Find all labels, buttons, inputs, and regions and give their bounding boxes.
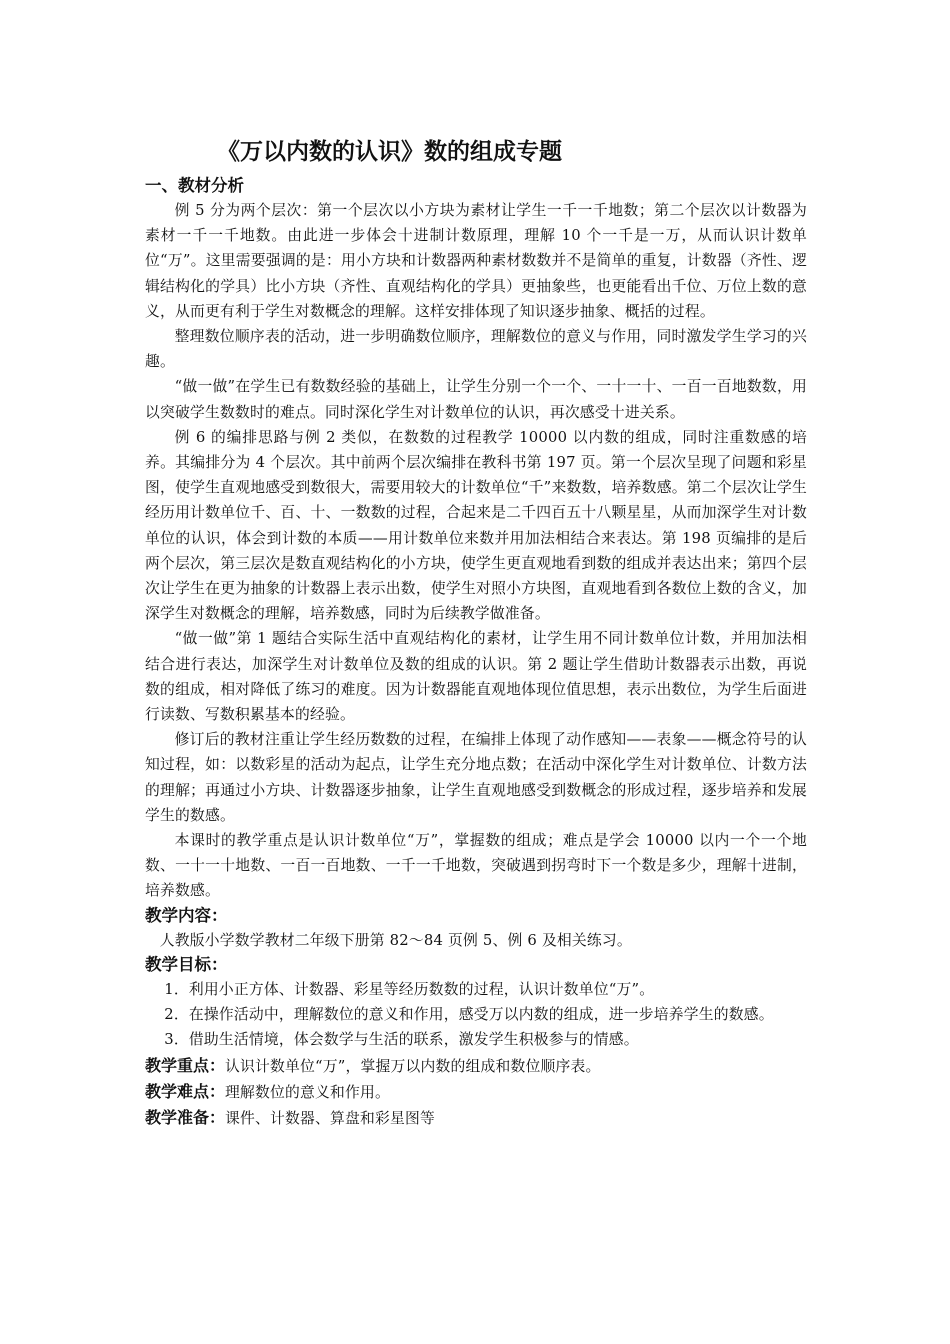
analysis-paragraph-2: 整理数位顺序表的活动，进一步明确数位顺序，理解数位的意义与作用，同时激发学生学习的兴趣。 [145, 328, 807, 371]
teaching-key-point [145, 1053, 807, 1079]
section-heading-analysis: 一、教材分析 [145, 176, 244, 195]
document-title: 《万以内数的认识》数的组成专题 [217, 139, 562, 165]
analysis-paragraph-1: 例 5 分为两个层次：第一个层次以小方块为素材让学生一千一千地数；第二个层次以计数器为素材一千一千地数。由此进一步体会十进制计数原理，理解 10 个一千是一万，从而认识计数单位“万”。这里需要强调的是：用小方块和计数器两种素材数数并不是简单的重复，计数器（齐性、逻辑结构化的学具）比小方块（齐性、直观结构化的学具）更抽象些，也更能看出千位、万位上数的意义，从而更有利于学生对数概念的理解。这样安排体现了知识逐步抽象、概括的过程。 [145, 202, 807, 320]
teaching-content-label: 教学内容： [145, 905, 228, 925]
teaching-prep-text: 课件、计数器、算盘和彩星图等 [225, 1109, 435, 1127]
analysis-paragraph-6: 修订后的教材注重让学生经历数数的过程，在编排上体现了动作感知——表象——概念符号的认知过程，如：以数彩星的活动为起点，让学生充分地点数；在活动中深化学生对计数单位、计数方法的理解；再通过小方块、计数器逐步抽象，让学生直观地感受到数概念的形成过程，逐步培养和发展学生的数感。 [145, 731, 807, 824]
teaching-key-text: 认识计数单位“万”，掌握万以内数的组成和数位顺序表。 [225, 1057, 601, 1075]
analysis-paragraph-7: 本课时的教学重点是认识计数单位“万”，掌握数的组成；难点是学会 10000 以内一个一个地数、一十一十地数、一百一百地数、一千一千地数，突破遇到拐弯时下一个数是多少，理解十进制，培养数感。 [145, 832, 807, 900]
teaching-goal-3: 3．借助生活情境，体会数学与生活的联系，激发学生积极参与的情感。 [164, 1031, 639, 1049]
teaching-goals-label: 教学目标： [145, 954, 228, 974]
analysis-paragraph-5: “做一做”第 1 题结合实际生活中直观结构化的素材，让学生用不同计数单位计数，并用加法相结合进行表达，加深学生对计数单位及数的组成的认识。第 2 题让学生借助计数器表示出数，再说数的组成，相对降低了练习的难度。因为计数器能直观地体现位值思想，表示出数位，为学生后面进行读数、写数积累基本的经验。 [145, 630, 807, 724]
teaching-goal-2: 2．在操作活动中，理解数位的意义和作用，感受万以内数的组成，进一步培养学生的数感。 [164, 1006, 774, 1024]
teaching-difficulty-label: 教学难点： [145, 1081, 226, 1101]
document-page [145, 132, 807, 1131]
teaching-preparation [145, 1105, 807, 1131]
analysis-paragraph-3: “做一做”在学生已有数数经验的基础上，让学生分别一个一个、一十一十、一百一百地数数，用以突破学生数数时的难点。同时深化学生对计数单位的认识，再次感受十进关系。 [145, 378, 807, 421]
teaching-content-text: 人教版小学数学教材二年级下册第 82～84 页例 5、例 6 及相关练习。 [159, 931, 632, 949]
analysis-paragraph-4: 例 6 的编排思路与例 2 类似，在数数的过程教学 10000 以内数的组成，同时注重数感的培养。其编排分为 4 个层次。其中前两个层次编排在教科书第 197 页。第一个层次呈现了问题和彩星图，使学生直观地感受到数很大，需要用较大的计数单位“千”来数数，培养数感。第二个层次让学生经历用计数单位千、百、十、一数数的过程，合起来是二千四百五十八颗星星，从而加深学生对计数单位的认识，体会到计数的本质——用计数单位来数并用加法相结合来表达。第 198 页编排的是后两个层次，第三层次是数直观结构化的小方块，使学生更直观地看到数的组成并表达出来；第四个层次让学生在更为抽象的计数器上表示出数，使学生对照小方块图，直观地看到各数位上数的含义，加深学生对数概念的理解，培养数感，同时为后续教学做准备。 [145, 428, 807, 623]
teaching-goal-1: 1．利用小正方体、计数器、彩星等经历数数的过程，认识计数单位“万”。 [164, 980, 655, 998]
teaching-prep-label: 教学准备： [145, 1107, 226, 1127]
teaching-key-label: 教学重点： [145, 1055, 226, 1075]
teaching-difficulty [145, 1079, 807, 1105]
teaching-difficulty-text: 理解数位的意义和作用。 [225, 1083, 390, 1101]
